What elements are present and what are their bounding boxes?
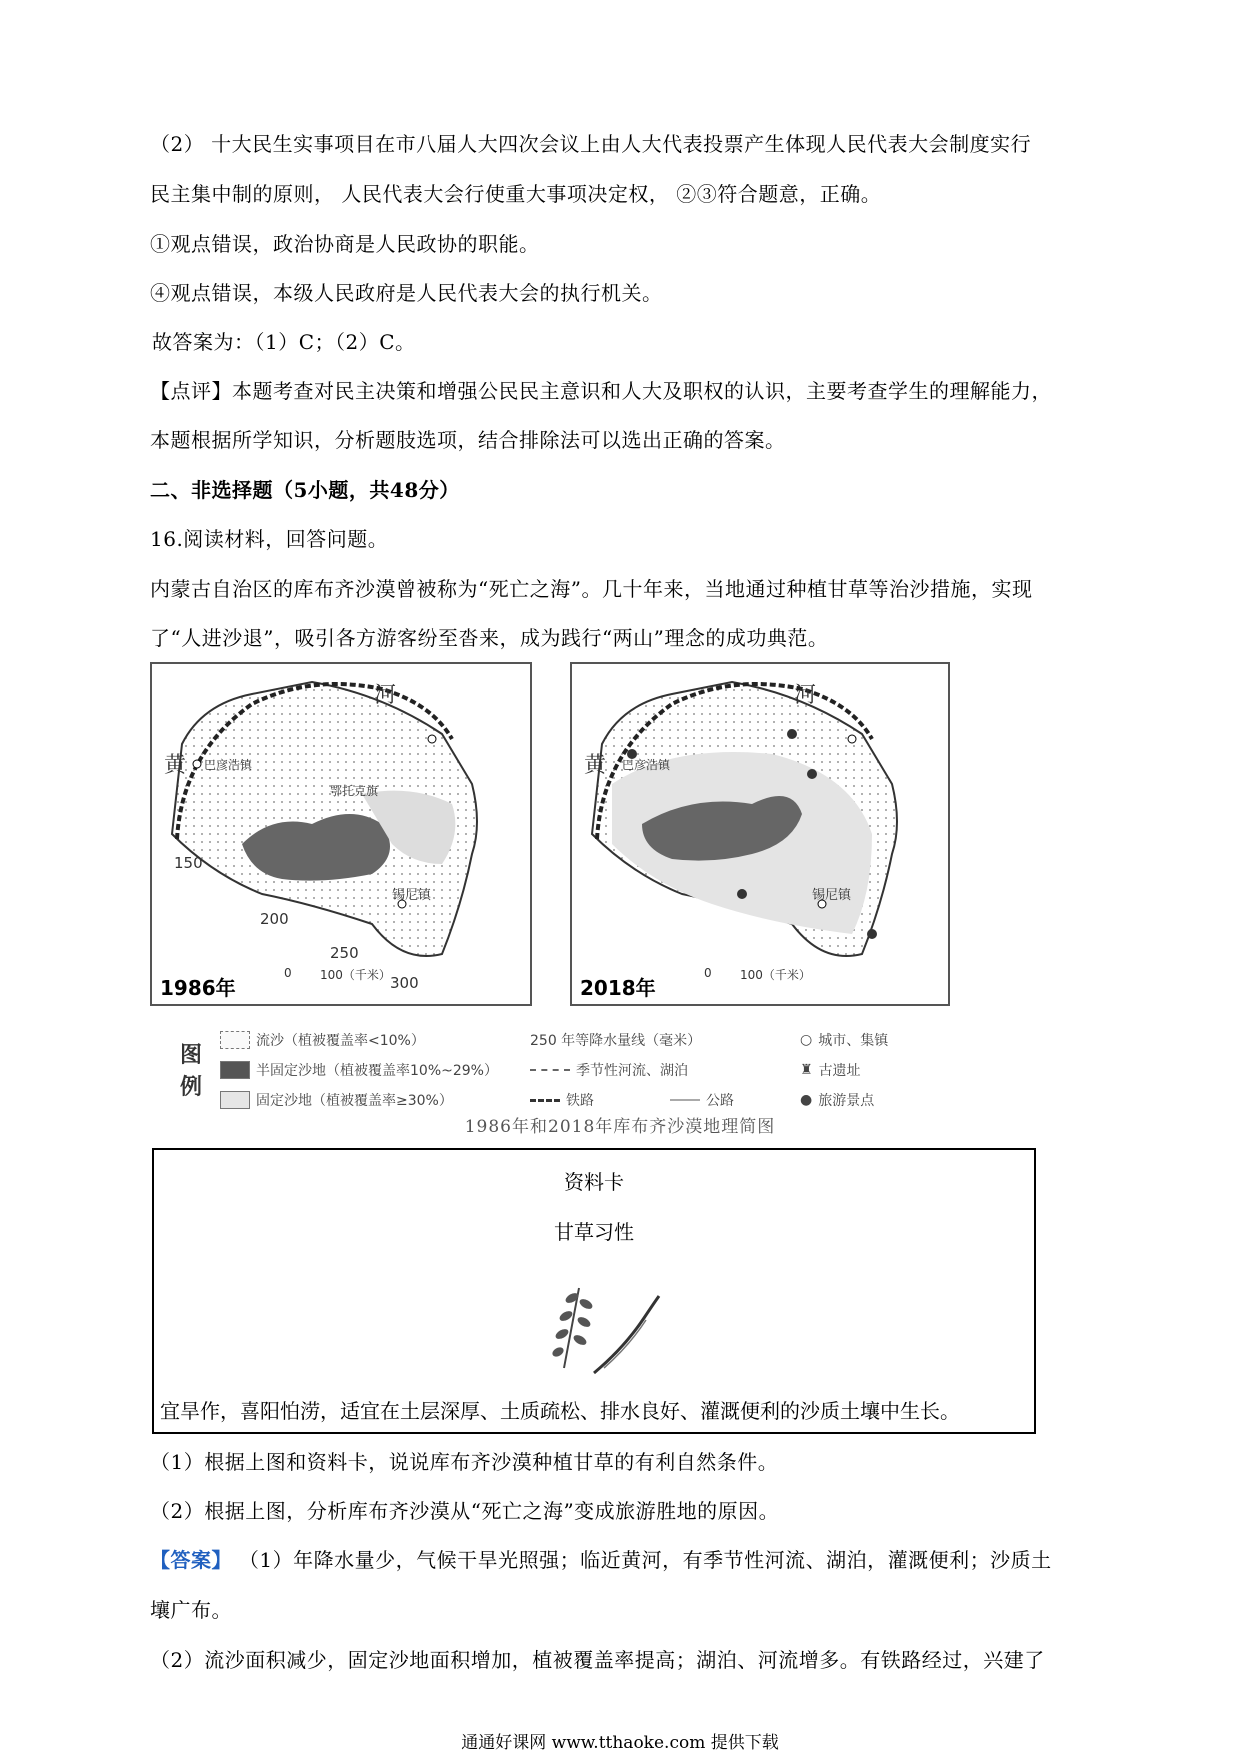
text-line-5: 故答案为：（1）C；（2）C。 xyxy=(152,330,416,354)
sub-question-2: （2）根据上图，分析库布齐沙漠从“死亡之海”变成旅游胜地的原因。 xyxy=(150,1499,780,1523)
text-line-4: ④观点错误，本级人民政府是人民代表大会的执行机关。 xyxy=(150,281,663,305)
legend-item: 250 年等降水量线（毫米） xyxy=(530,1033,702,1049)
town-dot xyxy=(428,735,436,743)
town-dot xyxy=(193,760,201,768)
map-2018 xyxy=(570,662,950,1006)
map-caption: 1986年和2018年库布齐沙漠地理简图 xyxy=(464,1117,776,1137)
legend-item: 季节性河流、湖泊 xyxy=(530,1060,688,1080)
licorice-illustration xyxy=(534,1268,674,1378)
text-line-3: ①观点错误，政治协商是人民政协的职能。 xyxy=(150,232,540,256)
question-16: 16.阅读材料，回答问题。 xyxy=(150,527,389,551)
info-card xyxy=(152,1148,1036,1434)
river-label-huang: 黄 xyxy=(164,753,187,778)
town-label: 巴彦浩镇 xyxy=(204,758,253,772)
tourist-spot xyxy=(867,929,877,939)
town-label: 锡尼镇 xyxy=(392,888,432,903)
legend-item: 铁路 xyxy=(530,1090,594,1110)
answer-tag: 【答案】 xyxy=(150,1548,232,1572)
material-line-2: 了“人进沙退”，吸引各方游客纷至沓来，成为践行“两山”理念的成功典范。 xyxy=(150,626,829,650)
tourist-spot xyxy=(787,729,797,739)
section-heading: 二、非选择题（5小题，共48分） xyxy=(150,478,460,502)
text-line-2: 民主集中制的原则， 人民代表大会行使重大事项决定权， ②③符合题意，正确。 xyxy=(150,182,882,206)
legend-item: ○ 城市、集镇 xyxy=(800,1032,889,1049)
scale-bar: 100（千米） xyxy=(740,968,811,982)
map-2018-svg xyxy=(572,664,948,1004)
legend-item: 半固定沙地（植被覆盖率10%~29%） xyxy=(220,1060,498,1080)
sub-question-1: （1）根据上图和资料卡，说说库布齐沙漠种植甘草的有利自然条件。 xyxy=(150,1450,779,1474)
card-title: 资料卡 xyxy=(564,1170,624,1194)
scale-zero: 0 xyxy=(704,966,712,980)
year-label-1986: 1986年 xyxy=(160,976,236,1000)
page-footer: 通通好课网 www.tthaoke.com 提供下载 xyxy=(461,1733,779,1753)
legend-item: 固定沙地（植被覆盖率≥30%） xyxy=(220,1090,453,1110)
card-description: 宜旱作，喜阳怕涝，适宜在土层深厚、土质疏松、排水良好、灌溉便利的沙质土壤中生长。 xyxy=(160,1399,960,1423)
town-label: 巴彦浩镇 xyxy=(622,758,671,772)
answer-line-1 xyxy=(150,1546,1052,1574)
isoline-label: 250 xyxy=(330,944,359,962)
isoline-label: 200 xyxy=(260,910,289,928)
legend-item: ♜ 古遗址 xyxy=(800,1062,861,1079)
answer-line-3: （2）流沙面积减少，固定沙地面积增加，植被覆盖率提高；湖泊、河流增多。有铁路经过，兴建了 xyxy=(150,1648,1045,1672)
isoline-label: 300 xyxy=(390,974,419,992)
tourist-spot xyxy=(737,889,747,899)
scale-zero: 0 xyxy=(284,966,292,980)
isoline-label: 150 xyxy=(174,854,203,872)
year-label-2018: 2018年 xyxy=(580,976,656,1000)
river-label-huang: 黄 xyxy=(584,753,607,778)
comment-line-1: 【点评】本题考查对民主决策和增强公民民主意识和人大及职权的认识，主要考查学生的理解能力， xyxy=(150,379,1052,403)
text-line-1: （2） 十大民生实事项目在市八届人大四次会议上由人大代表投票产生体现人民代表大会制度实行 xyxy=(150,132,1032,156)
answer-line-2: 壤广布。 xyxy=(150,1598,232,1622)
comment-line-2: 本题根据所学知识，分析题肢选项，结合排除法可以选出正确的答案。 xyxy=(150,428,786,452)
tourist-spot xyxy=(807,769,817,779)
scale-bar: 100（千米） xyxy=(320,968,391,982)
town-label: 锡尼镇 xyxy=(812,888,852,903)
legend-item: 公路 xyxy=(670,1090,734,1110)
card-subtitle: 甘草习性 xyxy=(554,1220,634,1244)
site-label: 鄂托克旗 xyxy=(330,784,379,798)
answer-text: （1）年降水量少，气候干旱光照强；临近黄河，有季节性河流、湖泊，灌溉便利；沙质土 xyxy=(238,1548,1052,1572)
map-1986 xyxy=(150,662,532,1006)
town-dot xyxy=(848,735,856,743)
legend-item: 流沙（植被覆盖率<10%） xyxy=(220,1030,425,1050)
river-label-he: 河 xyxy=(794,683,817,708)
river-label-he: 河 xyxy=(374,683,397,708)
legend-title: 图例 xyxy=(180,1043,203,1100)
material-line-1: 内蒙古自治区的库布齐沙漠曾被称为“死亡之海”。几十年来，当地通过种植甘草等治沙措施，实现 xyxy=(150,577,1033,601)
legend-item: ● 旅游景点 xyxy=(800,1092,875,1109)
